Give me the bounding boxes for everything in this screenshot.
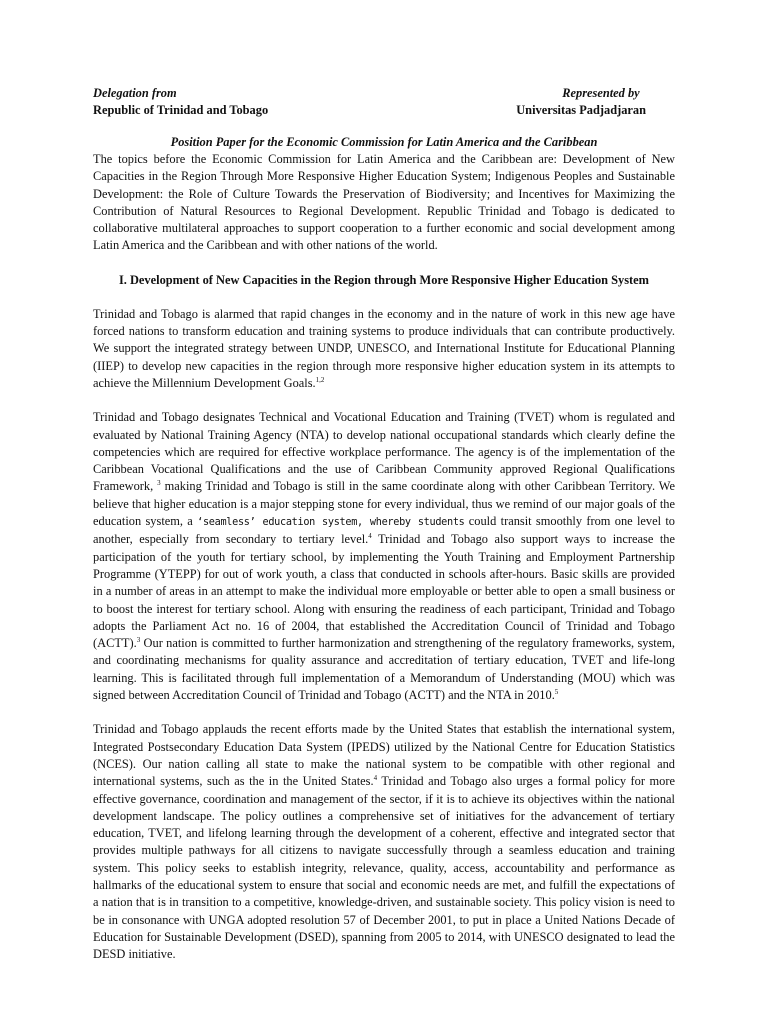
paragraph-text: Trinidad and Tobago is alarmed that rapid changes in the economy and in the nature of work in this new age have forced nations to transform education and training systems to produce individuals that can contribute productively. We support the integrated strategy between UNDP, UNESCO, and International Institute for Educational Planning (IIEP) to develop new capacities in the region through more responsive higher education system in its attempts to achieve the Millennium Development Goals.: [93, 306, 675, 390]
representation-university: Universitas Padjadjaran: [516, 103, 646, 117]
paragraph-text: could transit smoothly from one level to another, especially from secondary to tertiary level.: [93, 514, 675, 547]
quoted-phrase: ‘seamless’ education system, whereby students: [197, 517, 465, 529]
paragraph-text: Trinidad and Tobago also support ways to increase the participation of the youth for tertiary school, by implementing the Youth Training and Employment Partnership Programme (YTEPP) for out of work youth, a class that conducted in schools after-hours. Basic skills are provided in a number of areas in an attempt to make the individual more employable or better able to open a small business or to boost the interest for tertiary school. Along with ensuring the readiness of each participant, Trinidad and Tobago adopts the Parliament Act no. 16 of 2004, that established the Accreditation Council of Trinidad and Tobago (ACTT).: [93, 532, 675, 651]
representation-block: [516, 85, 675, 119]
intro-paragraph: The topics before the Economic Commission for Latin America and the Caribbean are: Development of New Capacities in the Region Through More Responsive Higher Education System; Indigenous Peoples and Sustainable Development: the Role of Culture Towards the Preservation of Biodiversity; and Incentives for Maximizing the Contribution of Natural Resources to Regional Development. Republic Trinidad and Tobago is dedicated to collaborative multilateral approaches to support cooperation to a further economic and social development among Latin America and the Caribbean and with other nations of the world.: [93, 152, 675, 253]
footnote-ref: 1,2: [315, 375, 325, 384]
paragraph-text: making Trinidad and Tobago is still in the same coordinate along with other Caribbean Territory. We believe that higher education is a major stepping stone for every individual, thus we remind of our major goals of the education system, a: [93, 479, 675, 529]
paper-title: Position Paper for the Economic Commission for Latin America and the Caribbean: [170, 135, 598, 149]
footnote-ref: 5: [554, 687, 559, 696]
delegation-header: [93, 85, 675, 119]
delegation-block: [93, 85, 268, 119]
footnote-ref: 3: [157, 479, 161, 488]
delegation-country: Republic of Trinidad and Tobago: [93, 103, 269, 117]
footnote-ref: 3: [136, 636, 141, 644]
section-1-paragraph-1: [93, 306, 675, 392]
section-1-heading: I. Development of New Capacities in the Region through More Responsive Higher Education System: [118, 272, 650, 287]
paragraph-text: Trinidad and Tobago applauds the recent efforts made by the United States that establish the international system, Integrated Postsecondary Education Data System (IPEDS) utilized by the National Centre for Education Statistics (NCES). Our nation calling all state to make the national system to be compatible with other regional and international systems, such as the in the United States.: [93, 722, 675, 789]
section-1-paragraph-2: [93, 409, 675, 704]
paragraph-text: Our nation is committed to further harmonization and strengthening of the regulatory frameworks, system, and coordinating mechanisms for quality assurance and accreditation of tertiary education, TVET and life-long learning. This is facilitated through full implementation of a Memorandum of Understanding (MOU) which was signed between Accreditation Council of Trinidad and Tobago (ACTT) and the NTA in 2010.: [93, 636, 675, 703]
delegation-label: Delegation from: [93, 86, 177, 100]
paragraph-text: Trinidad and Tobago designates Technical and Vocational Education and Training (TVET) whom is regulated and evaluated by National Training Agency (NTA) to develop national occupational standards which clearly define the competencies which are required for effective workplace performance. The agency is of the implementation of the Caribbean Vocational Qualifications and the use of Caribbean Community approved Regional Qualifications Framework,: [93, 410, 675, 494]
section-1-paragraph-3: [93, 721, 675, 963]
paragraph-text: Trinidad and Tobago also urges a formal policy for more effective governance, coordination and management of the sector, if it is to achieve its objectives within the national development landscape. The policy outlines a comprehensive set of initiatives for the advancement of tertiary education, TVET, and lifelong learning through the development of a coherent, effective and integrated sector that provides multiple pathways for all citizens to navigate successfully through a seamless education and training system. This policy seeks to establish integrity, relevance, quality, access, accountability and performance as hallmarks of the educational system to ensure that social and economic needs are met, and fulfill the expectations of a nation that is in transition to a competitive, knowledge-driven, and sustainable society. This policy vision is need to be in consonance with UNGA adopted resolution 57 of December 2001, to put in place a United Nations Decade of Education for Sustainable Development (DSED), spanning from 2005 to 2014, with UNESCO designated to lead the DESD initiative.: [93, 774, 675, 962]
footnote-ref: 4: [373, 774, 378, 783]
representation-label: Represented by: [562, 86, 640, 100]
footnote-ref: 4: [368, 532, 372, 541]
